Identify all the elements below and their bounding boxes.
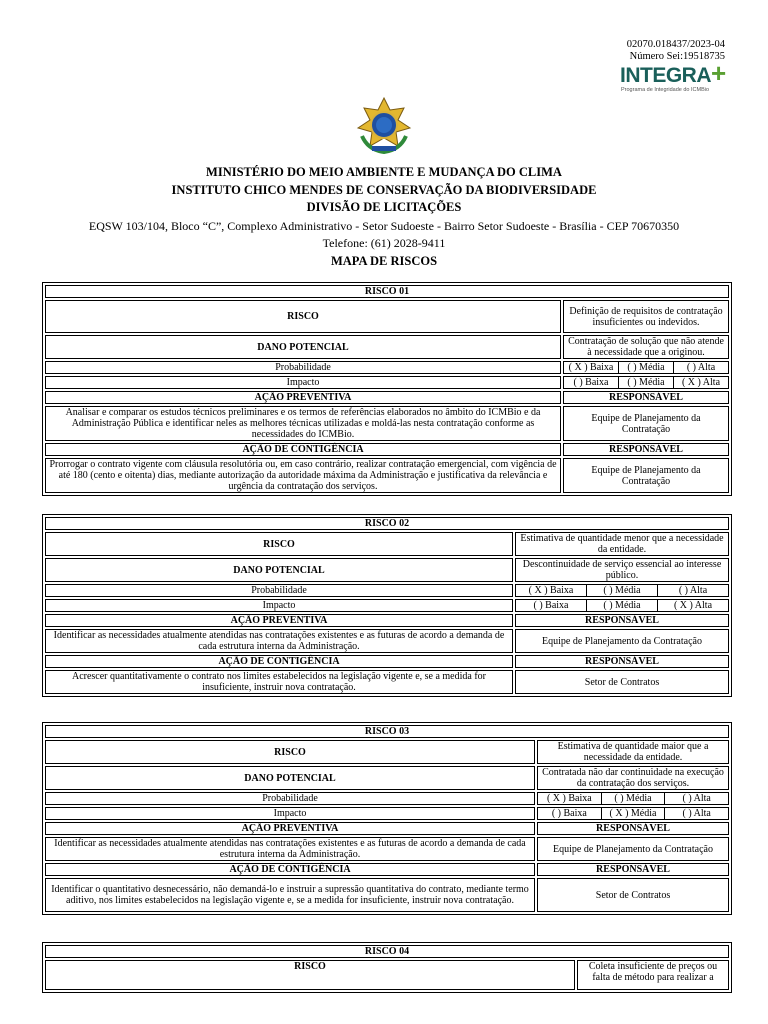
impact-high: ( X ) Alta — [657, 600, 728, 611]
contingency-responsible: Equipe de Planejamento da Contratação — [563, 458, 729, 493]
contingency-action-label: AÇÃO DE CONTIGÊNCIA — [45, 863, 535, 876]
probability-options — [515, 584, 729, 597]
responsible-label: RESPONSÁVEL — [537, 863, 729, 876]
phone: Telefone: (61) 2028-9411 — [322, 236, 446, 250]
preventive-responsible: Equipe de Planejamento da Contratação — [515, 629, 729, 653]
probability-options — [563, 361, 729, 374]
preventive-action-text: Analisar e comparar os estudos técnicos preliminares e os termos de referências elaborados no âmbito do ICMBio e da Administração Pública e identificar neles as melhores técnicas utilizadas e moldá-las nesta contratação conforme as necessidades do ICMBio. — [45, 406, 561, 441]
preventive-responsible: Equipe de Planejamento da Contratação — [563, 406, 729, 441]
responsible-label: RESPONSÁVEL — [537, 822, 729, 835]
risk-table-03 — [42, 722, 732, 915]
damage-description: Contratação de solução que não atende à necessidade que a originou. — [563, 335, 729, 359]
integra-logo-word: INTEGRA — [620, 64, 711, 87]
probability-low: ( X ) Baixa — [528, 585, 574, 596]
integra-logo-subtitle: Programa de Integridade do ICMBio — [621, 87, 710, 93]
sei-number: Número Sei:19518735 — [629, 51, 725, 62]
probability-medium: ( ) Média — [586, 585, 657, 596]
impact-label: Impacto — [45, 599, 513, 612]
probability-options — [537, 792, 729, 805]
preventive-action-label: AÇÃO PREVENTIVA — [45, 391, 561, 404]
probability-label: Probabilidade — [45, 361, 561, 374]
probability-medium: ( ) Média — [601, 793, 665, 804]
contingency-action-text: Identificar o quantitativo desnecessário, não demandá-lo e instruir a supressão quantitativa do contrato, mediante termo aditivo, nos limites estabelecidos na legislação vigente e, se a medida for insuficiente, instruir nova contratação. — [45, 878, 535, 912]
damage-description: Descontinuidade de serviço essencial ao interesse público. — [515, 558, 729, 582]
page-title: MAPA DE RISCOS — [330, 254, 438, 268]
risk-description: Definição de requisitos de contratação insuficientes ou indevidos. — [563, 300, 729, 333]
responsible-label: RESPONSÁVEL — [563, 443, 729, 456]
probability-low: ( X ) Baixa — [546, 793, 592, 804]
risk-table-01 — [42, 282, 732, 496]
risk-title: RISCO 01 — [45, 285, 729, 298]
impact-medium: ( ) Média — [586, 600, 657, 611]
brazil-coat-of-arms-icon — [354, 96, 414, 156]
impact-low: ( ) Baixa — [551, 808, 587, 819]
impact-high: ( ) Alta — [664, 808, 728, 819]
address: EQSW 103/104, Bloco “C”, Complexo Administrativo - Setor Sudoeste - Bairro Setor Sudoeste - Brasília - CEP 70670350 — [88, 219, 680, 233]
institution-header — [0, 164, 768, 217]
impact-medium: ( X ) Média — [601, 808, 665, 819]
damage-label: DANO POTENCIAL — [45, 766, 535, 790]
contingency-responsible: Setor de Contratos — [515, 670, 729, 694]
impact-high: ( X ) Alta — [673, 377, 728, 388]
damage-label: DANO POTENCIAL — [45, 558, 513, 582]
preventive-action-label: AÇÃO PREVENTIVA — [45, 614, 513, 627]
risk-table-04 — [42, 942, 732, 993]
contingency-action-text: Prorrogar o contrato vigente com cláusula resolutória ou, em caso contrário, realizar contratação emergencial, com vigência de até 180 (cento e oitenta) dias, mediante autorização da autoridade máxima da Administração e justificativa da relevância e urgência da contratação dos serviços. — [45, 458, 561, 493]
contingency-action-text: Acrescer quantitativamente o contrato nos limites estabelecidos na legislação vigente e, se a medida for insuficiente, instruir nova contratação. — [45, 670, 513, 694]
responsible-label: RESPONSÁVEL — [515, 655, 729, 668]
impact-label: Impacto — [45, 376, 561, 389]
probability-high: ( ) Alta — [657, 585, 728, 596]
risk-label: RISCO — [45, 532, 513, 556]
risk-title: RISCO 02 — [45, 517, 729, 530]
impact-low: ( ) Baixa — [533, 600, 569, 611]
probability-label: Probabilidade — [45, 792, 535, 805]
risk-description: Coleta insuficiente de preços ou falta de método para realizar a — [577, 960, 729, 990]
risk-table-02 — [42, 514, 732, 697]
impact-label: Impacto — [45, 807, 535, 820]
risk-label: RISCO — [45, 300, 561, 333]
preventive-action-label: AÇÃO PREVENTIVA — [45, 822, 535, 835]
integra-logo-plus: + — [711, 58, 726, 88]
risk-label: RISCO — [45, 960, 575, 990]
risk-title: RISCO 04 — [45, 945, 729, 958]
risk-label: RISCO — [45, 740, 535, 764]
integra-logo — [620, 58, 730, 94]
probability-low: ( X ) Baixa — [568, 362, 614, 373]
probability-high: ( ) Alta — [664, 793, 728, 804]
impact-options — [563, 376, 729, 389]
preventive-responsible: Equipe de Planejamento da Contratação — [537, 837, 729, 861]
damage-label: DANO POTENCIAL — [45, 335, 561, 359]
impact-medium: ( ) Média — [618, 377, 673, 388]
damage-description: Contratada não dar continuidade na execução da contratação dos serviços. — [537, 766, 729, 790]
contingency-action-label: AÇÃO DE CONTIGÊNCIA — [45, 655, 513, 668]
division-name: DIVISÃO DE LICITAÇÕES — [306, 200, 462, 214]
impact-options — [515, 599, 729, 612]
risk-description: Estimativa de quantidade menor que a necessidade da entidade. — [515, 532, 729, 556]
preventive-action-text: Identificar as necessidades atualmente atendidas nas contratações existentes e as futuras de acordo a demanda de cada estrutura interna da Administração. — [45, 837, 535, 861]
process-number: 02070.018437/2023-04 — [626, 39, 725, 50]
ministry-name: MINISTÉRIO DO MEIO AMBIENTE E MUDANÇA DO CLIMA — [206, 165, 562, 179]
responsible-label: RESPONSÁVEL — [515, 614, 729, 627]
impact-low: ( ) Baixa — [573, 377, 609, 388]
probability-high: ( ) Alta — [673, 362, 728, 373]
institute-name: INSTITUTO CHICO MENDES DE CONSERVAÇÃO DA BIODIVERSIDADE — [171, 182, 597, 197]
preventive-action-text: Identificar as necessidades atualmente atendidas nas contratações existentes e as futuras de acordo a demanda de cada estrutura interna da Administração. — [45, 629, 513, 653]
risk-description: Estimativa de quantidade maior que a necessidade da entidade. — [537, 740, 729, 764]
probability-medium: ( ) Média — [618, 362, 673, 373]
responsible-label: RESPONSÁVEL — [563, 391, 729, 404]
probability-label: Probabilidade — [45, 584, 513, 597]
contingency-responsible: Setor de Contratos — [537, 878, 729, 912]
impact-options — [537, 807, 729, 820]
risk-title: RISCO 03 — [45, 725, 729, 738]
contingency-action-label: AÇÃO DE CONTIGÊNCIA — [45, 443, 561, 456]
